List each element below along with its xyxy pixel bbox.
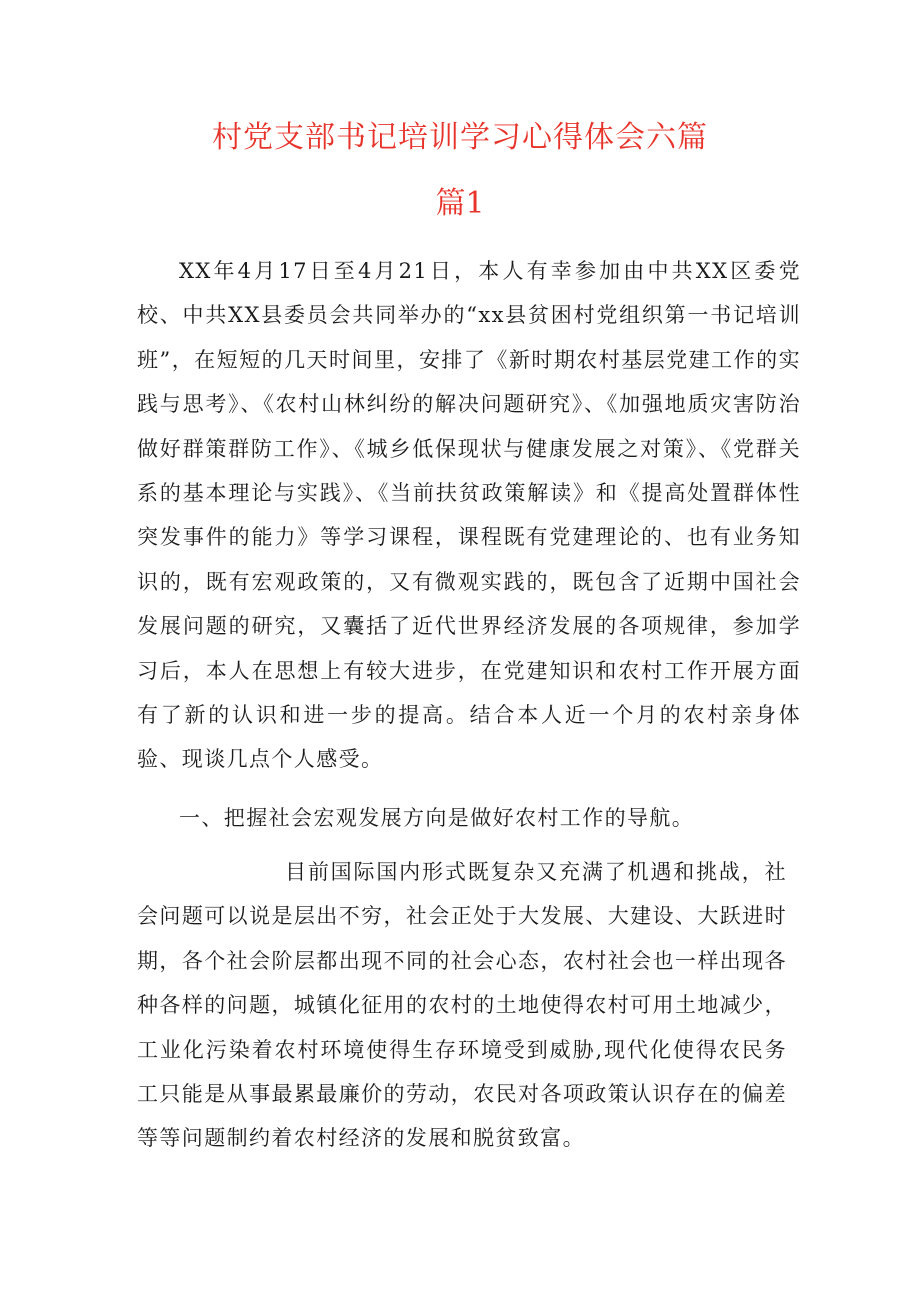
section-heading-1: 一、把握社会宏观发展方向是做好农村工作的导航。 bbox=[179, 806, 695, 830]
section-label: 篇1 bbox=[435, 186, 485, 221]
document-title: 村党支部书记培训学习心得体会六篇 bbox=[212, 120, 708, 155]
paragraph-section-1: 目前国际国内形式既复杂又充满了机遇和挑战，社会问题可以说是层出不穷，社会正处于大发展、大建设、大跃进时期，各个社会阶层都出现不同的社会心态，农村社会也一样出现各种各样的问题，城镇化征用的农村的土地使得农村可用土地减少，工业化污染着农村环境使得生存环境受到威胁,现代化使得农民务工只能是从事最累最廉价的劳动，农民对各项政策认识存在的偏差等等问题制约着农村经济的发展和脱贫致富。 bbox=[137, 860, 787, 1151]
paragraph-intro: XX年4月17日至4月21日，本人有幸参加由中共XX区委党校、中共XX县委员会共同举办的“xx县贫困村党组织第一书记培训班”，在短短的几天时间里，安排了《新时期农村基层党建工作的实践与思考》、《农村山林纠纷的解决问题研究》、《加强地质灾害防治做好群策群防工作》、《城乡低保现状与健康发展之对策》、《党群关系的基本理论与实践》、《当前扶贫政策解读》和《提高处置群体性突发事件的能力》等学习课程，课程既有党建理论的、也有业务知识的，既有宏观政策的，又有微观实践的，既包含了近期中国社会发展问题的研究，又囊括了近代世界经济发展的各项规律，参加学习后，本人在思想上有较大进步，在党建知识和农村工作开展方面有了新的认识和进一步的提高。结合本人近一个月的农村亲身体验、现谈几点个人感受。 bbox=[137, 259, 801, 772]
